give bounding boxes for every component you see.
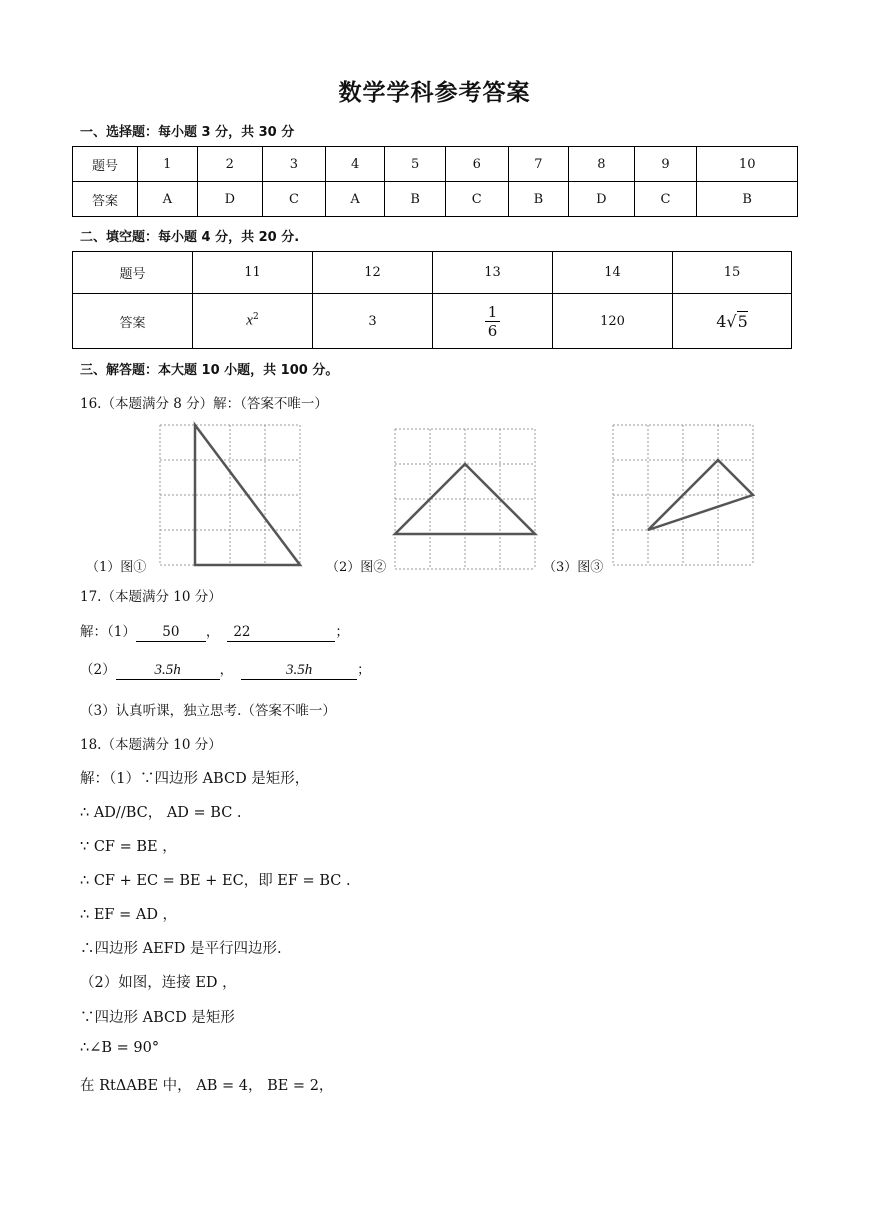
cell-number: 5 xyxy=(385,147,446,182)
grid-lines xyxy=(395,429,535,569)
cell-answer-13 xyxy=(433,294,553,349)
cell-number: 2 xyxy=(197,147,263,182)
q18-line: ∵四边形 ABCD 是矩形 xyxy=(80,1010,235,1026)
answer-15-coefficient: 4 xyxy=(716,311,727,331)
cell-answer: C xyxy=(634,182,697,217)
section3-heading: 三、解答题：本大题 10 小题，共 100 分。 xyxy=(80,363,339,378)
answer-13-fraction xyxy=(485,303,501,340)
q18-line: ∴ AD//BC， AD = BC . xyxy=(80,805,242,821)
cell-answer: D xyxy=(569,182,635,217)
cell-number: 11 xyxy=(193,252,313,294)
q17-part1-prefix: 解：（1） xyxy=(80,624,136,640)
cell-answer-12: 3 xyxy=(313,294,433,349)
cell-answer: B xyxy=(697,182,798,217)
cell-number: 6 xyxy=(445,147,508,182)
figure-1-caption: （1）图① xyxy=(86,560,147,575)
cell-number: 9 xyxy=(634,147,697,182)
cell-answer: A xyxy=(138,182,198,217)
q18-line: ∴ EF = AD ， xyxy=(80,907,178,923)
figure-2-grid xyxy=(390,424,540,572)
cell-answer-14: 120 xyxy=(553,294,673,349)
cell-answer: B xyxy=(385,182,446,217)
cell-answer: D xyxy=(197,182,263,217)
answer-11-base: x xyxy=(246,312,253,329)
section2-heading: 二、填空题：每小题 4 分，共 20 分. xyxy=(80,230,300,245)
figure-1-grid xyxy=(155,420,305,572)
cell-answer-11 xyxy=(193,294,313,349)
row-label-answer: 答案 xyxy=(73,294,193,349)
q18-line: ∵ CF = BE ， xyxy=(80,839,177,855)
sqrt-icon: √ xyxy=(726,311,737,331)
q17-part1: 解：（1） 50 ， 22 ； xyxy=(80,624,349,640)
cell-answer: C xyxy=(263,182,326,217)
figure-3-caption: （3）图③ xyxy=(543,560,604,575)
q17-part2-prefix: （2） xyxy=(80,662,116,678)
choice-answer-table xyxy=(72,146,798,217)
grid-lines xyxy=(160,425,300,565)
q16-header: 16.（本题满分 8 分）解：（答案不唯一） xyxy=(80,396,328,412)
answer-13-numerator: 1 xyxy=(485,303,501,322)
cell-number: 15 xyxy=(673,252,792,294)
figure-3-grid xyxy=(608,420,758,572)
q18-header: 18.（本题满分 10 分） xyxy=(80,737,222,753)
q17-blank-1: 50 xyxy=(136,623,206,642)
cell-number: 7 xyxy=(508,147,569,182)
cell-number: 8 xyxy=(569,147,635,182)
row-label-number: 题号 xyxy=(73,147,138,182)
figure-2-caption: （2）图② xyxy=(326,560,387,575)
cell-answer: C xyxy=(445,182,508,217)
cell-number: 14 xyxy=(553,252,673,294)
cell-number: 13 xyxy=(433,252,553,294)
cell-answer: A xyxy=(325,182,385,217)
q17-blank-4: 3.5h xyxy=(241,661,357,680)
cell-number: 10 xyxy=(697,147,798,182)
page-title: 数学学科参考答案 xyxy=(338,80,531,106)
cell-number: 12 xyxy=(313,252,433,294)
cell-answer-15 xyxy=(673,294,792,349)
q17-blank-2: 22 xyxy=(227,623,335,642)
q17-blank-3: 3.5h xyxy=(116,661,220,680)
q18-line: ∴四边形 AEFD 是平行四边形. xyxy=(80,941,282,957)
q17-part2: （2） 3.5h ， 3.5h ； xyxy=(80,662,371,678)
q18-line: （2）如图，连接 ED ， xyxy=(80,975,237,991)
cell-number: 4 xyxy=(325,147,385,182)
cell-number: 3 xyxy=(263,147,326,182)
row-label-number: 题号 xyxy=(73,252,193,294)
answer-13-denominator: 6 xyxy=(487,321,498,340)
answer-11-exponent: 2 xyxy=(252,312,259,323)
cell-number: 1 xyxy=(138,147,198,182)
q18-line: 解：（1）∵四边形 ABCD 是矩形， xyxy=(80,771,310,787)
section1-heading: 一、选择题：每小题 3 分，共 30 分 xyxy=(80,125,295,140)
q17-header: 17.（本题满分 10 分） xyxy=(80,589,222,605)
row-label-answer: 答案 xyxy=(73,182,138,217)
answer-15-radicand: 5 xyxy=(737,311,748,331)
q18-line: ∴∠B = 90° xyxy=(80,1040,160,1056)
q18-line: 在 RtΔABE 中， AB = 4， BE = 2， xyxy=(80,1078,334,1094)
cell-answer: B xyxy=(508,182,569,217)
q17-part3: （3）认真听课，独立思考.（答案不唯一） xyxy=(80,703,336,719)
fill-answer-table xyxy=(72,251,792,349)
q18-line: ∴ CF + EC = BE + EC，即 EF = BC . xyxy=(80,873,351,889)
